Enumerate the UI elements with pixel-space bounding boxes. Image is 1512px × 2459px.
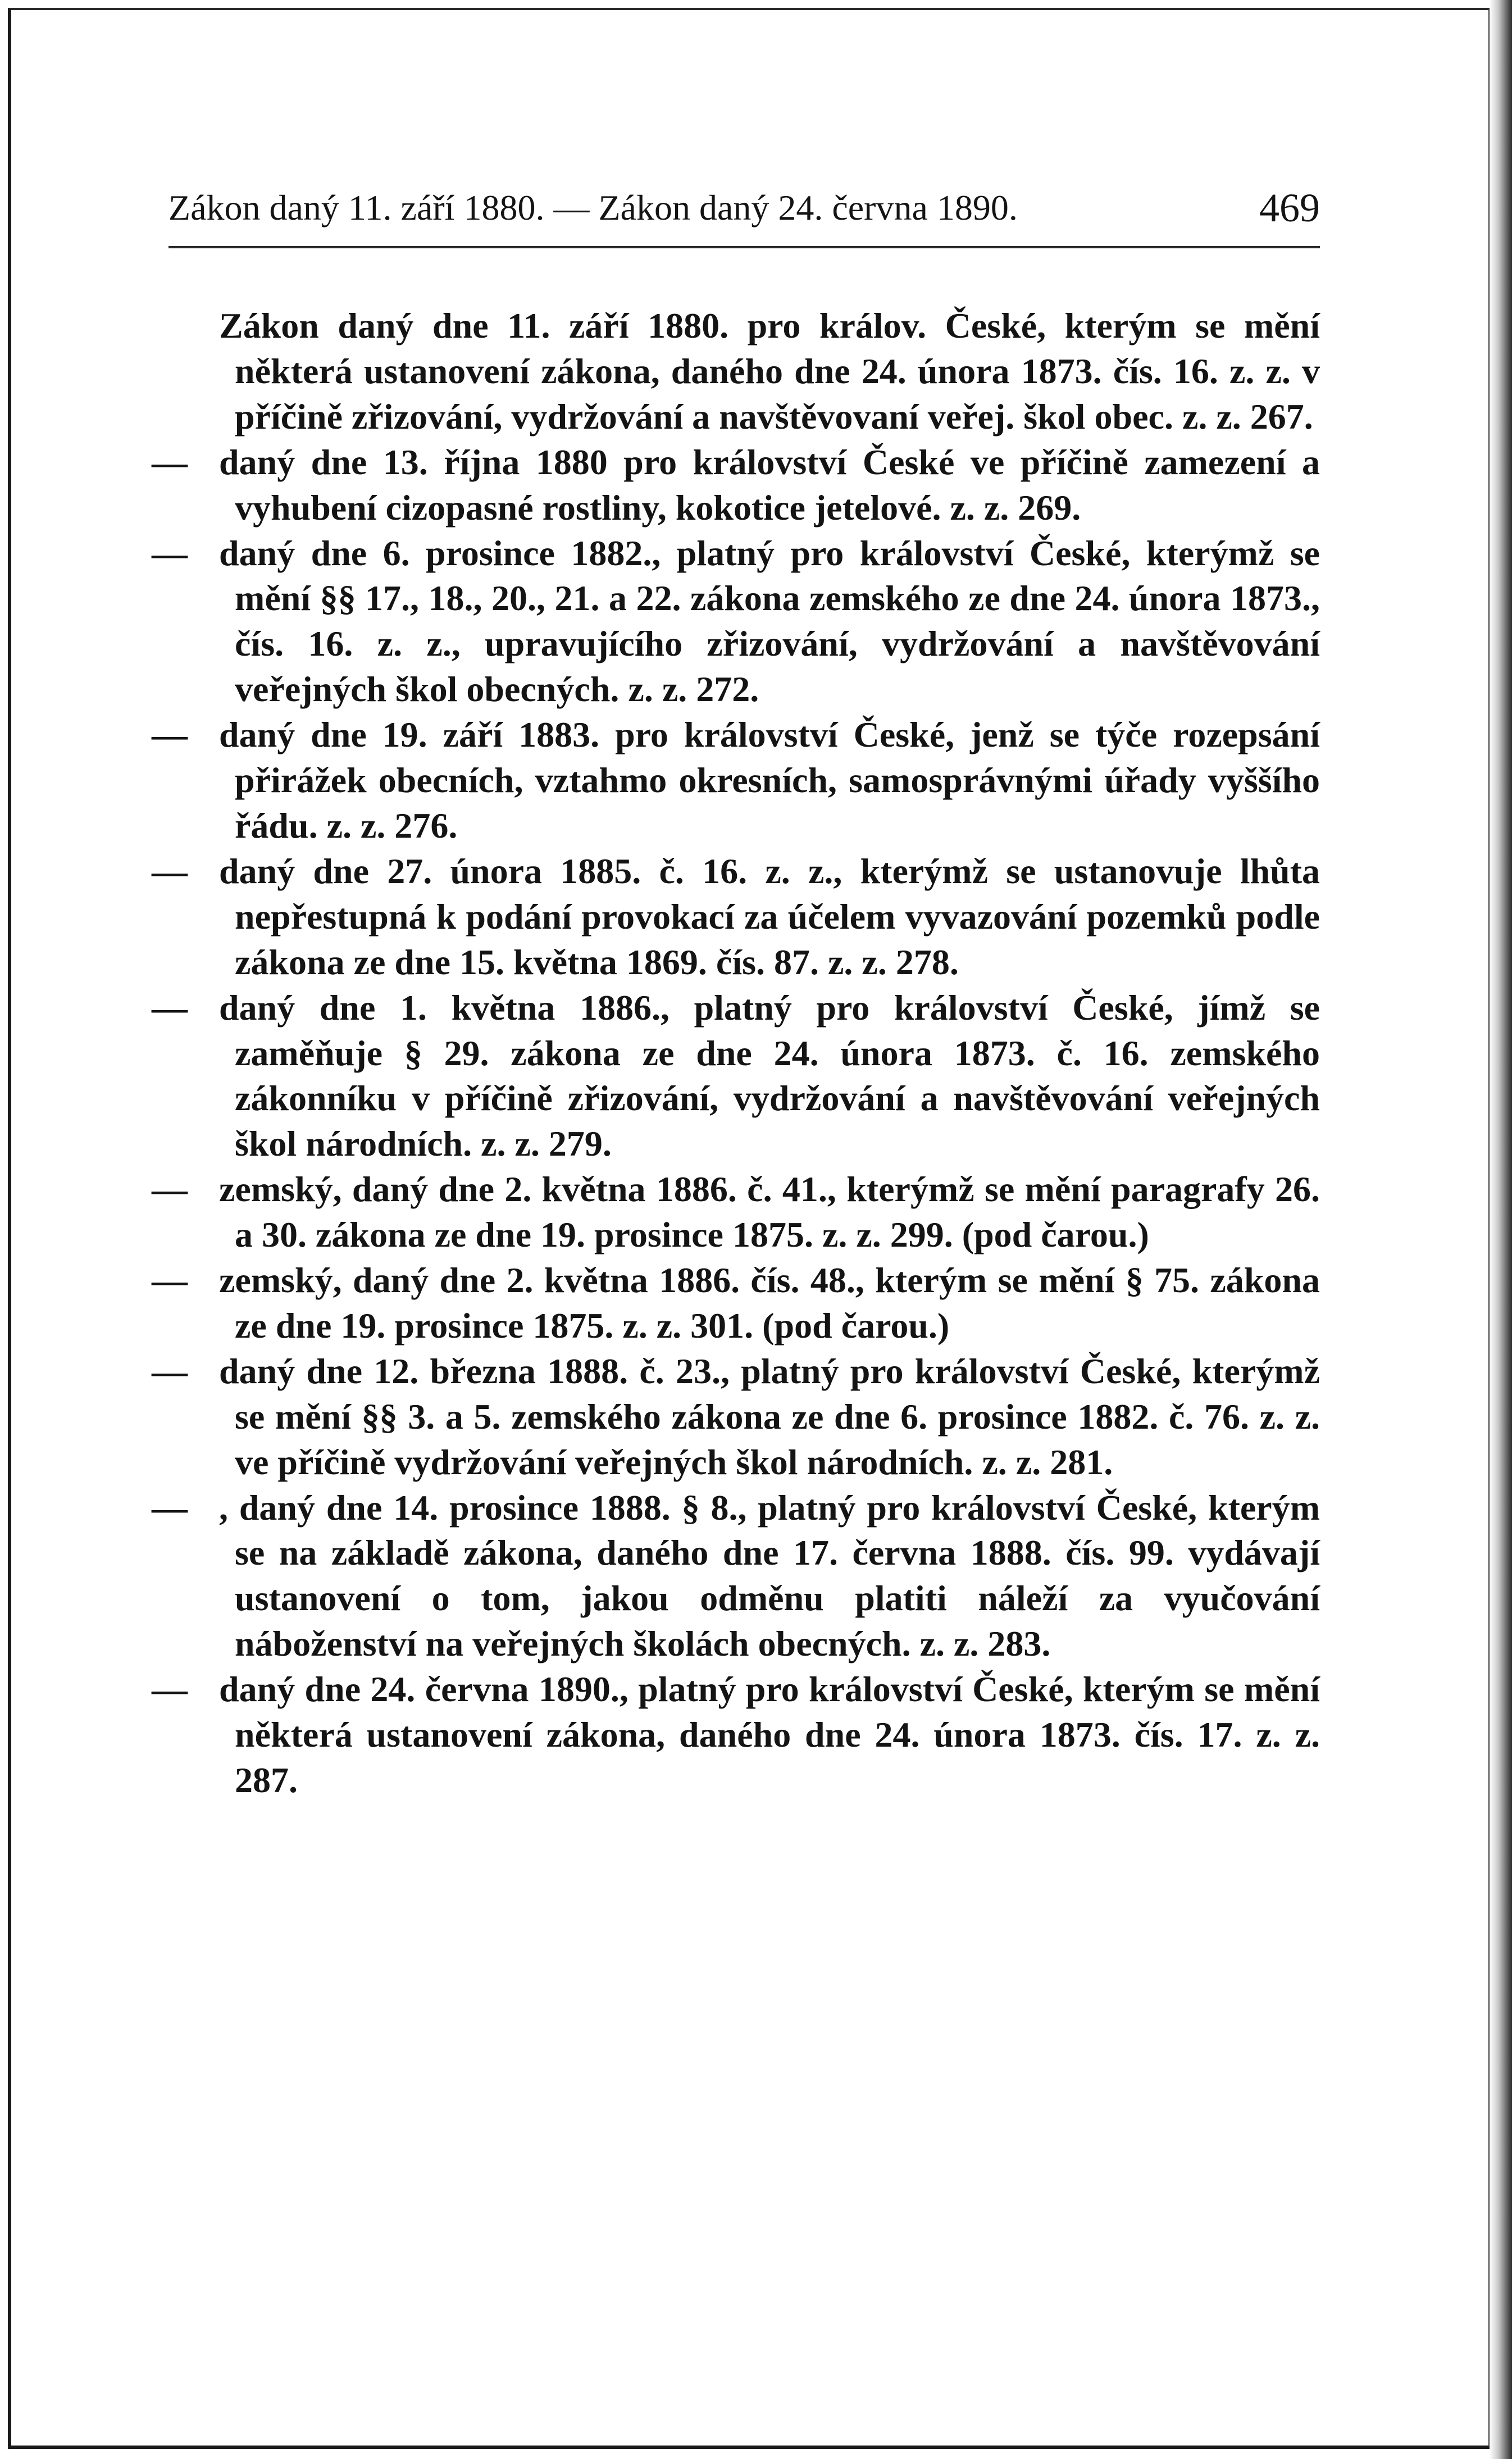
entry-dash: — (152, 1487, 188, 1528)
entry-dash: — (152, 1169, 188, 1210)
index-entries (152, 303, 1320, 1803)
entry-dash: — (152, 1351, 188, 1391)
index-entry (152, 985, 1320, 1167)
running-title: Zákon daný 11. září 1880. — Zákon daný 24. června 1890. (168, 188, 1018, 228)
entry-text: daný dne 13. října 1880 pro království České ve příčině zamezení a vyhubení cizopasné rostliny, kokotice jetelové. z. z. 269. (219, 442, 1320, 528)
entry-dash: — (152, 442, 188, 482)
index-entry (152, 1667, 1320, 1803)
index-entry (152, 1349, 1320, 1485)
scan-edge-shadow (1490, 0, 1512, 2459)
index-entry (152, 1258, 1320, 1349)
index-entry (152, 531, 1320, 713)
index-entry (152, 303, 1320, 440)
entry-text: zemský, daný dne 2. května 1886. čís. 48., kterým se mění § 75. zákona ze dne 19. prosince 1875. z. z. 301. (pod čarou.) (219, 1260, 1320, 1346)
entry-dash: — (152, 533, 188, 573)
entry-text: daný dne 27. února 1885. č. 16. z. z., kterýmž se ustanovuje lhůta nepřestupná k podání provokací za účelem vyvazování pozemků podle zákona ze dne 15. května 1869. čís. 87. z. z. 278. (219, 851, 1320, 982)
entry-dash: — (152, 851, 188, 891)
page-number: 469 (1259, 185, 1320, 230)
entry-dash: — (152, 1260, 188, 1301)
running-header (168, 185, 1320, 230)
entry-dash: — (152, 987, 188, 1028)
index-entry (152, 712, 1320, 849)
index-entry (152, 1485, 1320, 1667)
entry-text: daný dne 12. března 1888. č. 23., platný pro království České, kterýmž se mění §§ 3. a 5. zemského zákona ze dne 6. prosince 1882. č. 76. z. z. ve příčině vydržování veřejných škol národních. z. z. 281. (219, 1351, 1320, 1482)
entry-text: Zákon daný dne 11. září 1880. pro králov. České, kterým se mění některá ustanovení zákona, daného dne 24. února 1873. čís. 16. z. z. v příčině zřizování, vydržování a navštěvovaní veřej. škol obec. z. z. 267. (219, 306, 1320, 437)
index-entry (152, 440, 1320, 531)
entry-dash: — (152, 715, 188, 755)
index-entry (152, 849, 1320, 985)
entry-text: daný dne 1. května 1886., platný pro království České, jímž se zaměňuje § 29. zákona ze dne 24. února 1873. č. 16. zemského zákonníku v příčině zřizování, vydržování a navštěvování veřejných škol národních. z. z. 279. (219, 987, 1320, 1164)
entry-text: daný dne 6. prosince 1882., platný pro království České, kterýmž se mění §§ 17., 18., 20., 21. a 22. zákona zemského ze dne 24. února 1873., čís. 16. z. z., upravujícího zřizování, vydržování a navštěvování veřejných škol obecných. z. z. 272. (219, 533, 1320, 710)
entry-text: daný dne 24. června 1890., platný pro království České, kterým se mění některá ustanovení zákona, daného dne 24. února 1873. čís. 17. z. z. 287. (219, 1669, 1320, 1800)
header-rule (168, 246, 1320, 248)
entry-text: daný dne 19. září 1883. pro království České, jenž se týče rozepsání přirážek obecních, vztahmo okresních, samosprávnými úřady vyššího řádu. z. z. 276. (219, 715, 1320, 846)
index-entry (152, 1167, 1320, 1258)
entry-text: , daný dne 14. prosince 1888. § 8., platný pro království České, kterým se na základě zákona, daného dne 17. června 1888. čís. 99. vydávají ustanovení o tom, jakou odměnu platiti náleží za vyučování náboženství na veřejných školách obecných. z. z. 283. (219, 1487, 1320, 1664)
entry-dash: — (152, 1669, 188, 1710)
entry-text: zemský, daný dne 2. května 1886. č. 41., kterýmž se mění paragrafy 26. a 30. zákona ze dne 19. prosince 1875. z. z. 299. (pod čarou.) (219, 1169, 1320, 1255)
